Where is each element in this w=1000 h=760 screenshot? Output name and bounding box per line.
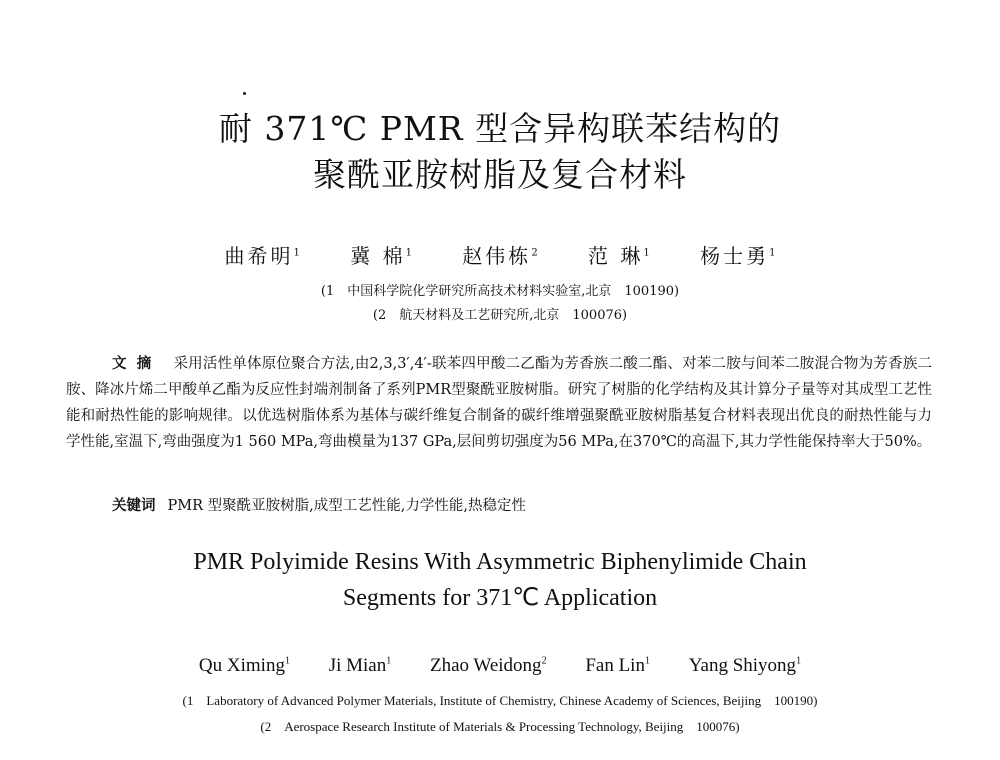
title-english <box>0 544 1000 616</box>
abstract <box>66 351 932 455</box>
keywords-label: 关键词 <box>112 497 156 514</box>
keywords <box>112 494 526 515</box>
author-cn: 冀 棉$^1$ <box>350 244 412 268</box>
author-cn: 范 琳$^1$ <box>588 244 650 268</box>
author-en: Yang Shiyong$^1$ <box>688 655 802 676</box>
abstract-label: 文摘 <box>112 355 162 372</box>
author-cn: 杨士勇$^1$ <box>700 244 776 268</box>
title-english-line-1: PMR Polyimide Resins With Asymmetric Biphenylimide Chain <box>193 549 807 575</box>
affiliation-cn-2: (2 航天材料及工艺研究所,北京 100076) <box>372 308 628 323</box>
title-chinese-line-2: 聚酰亚胺树脂及复合材料 <box>313 155 687 194</box>
author-cn: 赵伟栋$^2$ <box>462 244 538 268</box>
abstract-text: 采用活性单体原位聚合方法,由2,3,3′,4′-联苯四甲酸二乙酯为芳香族二酸二酯、对苯二胺与间苯二胺混合物为芳香族二胺、降冰片烯二甲酸单乙酯为反应性封端剂制备了系列PMR型聚酰亚胺树脂。研究了树脂的化学结构及其计算分子量等对其成型工艺性能和耐热性能的影响规律。以优选树脂体系为基体与碳纤维复合制备的碳纤维增强聚酰亚胺树脂基复合材料表现出优良的耐热性能与力学性能,室温下,弯曲强度为1 560 MPa,弯曲模量为137 GPa,层间剪切强度为56 MPa,在370℃的高温下,其力学性能保持率大于50%。 <box>66 356 932 450</box>
keywords-text: PMR 型聚酰亚胺树脂,成型工艺性能,力学性能,热稳定性 <box>167 498 526 514</box>
authors-english <box>0 655 1000 677</box>
authors-chinese <box>0 240 1000 269</box>
author-en: Qu Ximing$^1$ <box>198 655 290 676</box>
affiliation-en-1: (1 Laboratory of Advanced Polymer Materials, Institute of Chemistry, Chinese Academy of Sciences, Beijing 100190) <box>182 693 818 708</box>
title-chinese <box>0 106 1000 198</box>
title-english-line-2: Segments for 371℃ Application <box>342 585 658 611</box>
author-en: Zhao Weidong$^2$ <box>429 655 547 676</box>
stray-dot <box>243 92 246 95</box>
author-cn: 曲希明$^1$ <box>224 244 300 268</box>
affiliation-en-2: (2 Aerospace Research Institute of Materials & Processing Technology, Beijing 100076) <box>260 719 740 734</box>
author-en: Ji Mian$^1$ <box>328 655 392 676</box>
author-en: Fan Lin$^1$ <box>585 655 650 676</box>
affiliation-cn-1: (1 中国科学院化学研究所高技术材料实验室,北京 100190) <box>320 284 680 299</box>
title-chinese-line-1: 耐 371℃ PMR 型含异构联苯结构的 <box>218 109 782 148</box>
